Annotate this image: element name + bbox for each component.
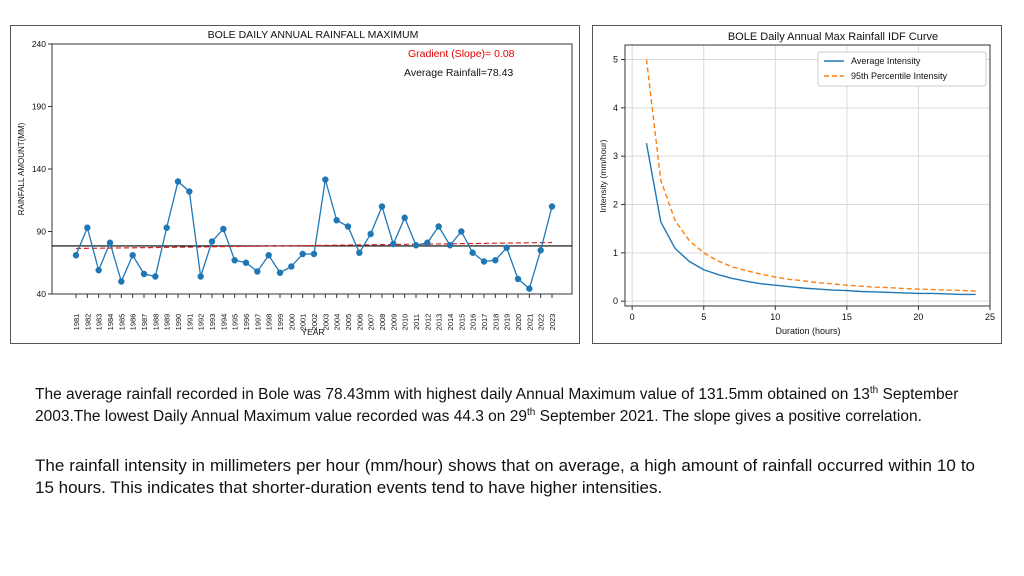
data-point [447, 242, 453, 248]
data-point [288, 263, 294, 269]
rainfall-maximum-chart-panel [10, 25, 580, 344]
x-tick-label: 1981 [72, 313, 81, 331]
rainfall-maximum-chart [11, 26, 579, 343]
data-point [537, 247, 543, 253]
x-tick-label: 1990 [174, 313, 183, 331]
y-tick-label: 5 [612, 54, 618, 65]
caption-paragraph-2: The rainfall intensity in millimeters per hour (mm/hour) shows that on average, a high amount of rainfall occurred within 10 to 15 hours. This indicates that shorter-duration events tend to have higher intensities. [35, 456, 975, 497]
data-point [345, 223, 351, 229]
data-point [118, 278, 124, 284]
caption-text-part3: September 2021. The slope gives a positive correlation. [535, 408, 922, 425]
data-point [356, 250, 362, 256]
idf-curve-chart-panel [592, 25, 1002, 344]
y-tick-label: 40 [36, 289, 46, 299]
x-tick-label: 15 [841, 312, 852, 322]
x-tick-label: 1984 [106, 313, 115, 331]
x-tick-label: 10 [770, 312, 781, 322]
y-tick-label: 240 [31, 39, 46, 49]
legend [818, 52, 986, 86]
x-tick-label: 2013 [434, 313, 444, 331]
x-tick-label: 2019 [502, 313, 512, 331]
y-tick-label: 4 [612, 102, 618, 113]
x-tick-label: 1987 [140, 313, 149, 331]
data-point [458, 228, 464, 234]
x-tick-label: 1989 [162, 313, 172, 331]
x-tick-label: 0 [629, 312, 635, 322]
p95-intensity-line [646, 60, 975, 292]
data-point [424, 240, 430, 246]
x-tick-label: 1988 [151, 313, 161, 331]
x-tick-label: 2002 [310, 313, 319, 331]
data-point [435, 223, 441, 229]
caption-paragraph-1 [35, 384, 975, 428]
legend-label-p95: 95th Percentile Intensity [851, 71, 948, 81]
idf-curve-chart [593, 26, 1001, 343]
x-axis-label: Duration (hours) [775, 326, 841, 336]
chart-title: BOLE Daily Annual Max Rainfall IDF Curve [727, 31, 939, 43]
x-tick-label: 25 [984, 312, 996, 322]
data-point [141, 271, 147, 277]
rainfall-series-line [76, 180, 552, 289]
y-axis-label: RAINFALL AMOUNT(MM) [17, 122, 26, 216]
x-tick-label: 2021 [525, 313, 535, 331]
x-tick-label: 2016 [468, 313, 478, 331]
data-point [107, 240, 113, 246]
data-point [73, 252, 79, 258]
data-point [311, 251, 317, 257]
y-axis-label: Intensity (mm/hour) [598, 139, 608, 213]
x-tick-label: 1991 [185, 313, 195, 331]
caption-superscript-1: th [869, 384, 879, 396]
x-tick-label: 1997 [253, 313, 263, 331]
x-tick-label: 2011 [412, 313, 421, 331]
data-point [515, 276, 521, 282]
data-point [390, 241, 396, 247]
legend-label-average: Average Intensity [851, 56, 921, 66]
data-point [231, 257, 237, 263]
x-tick-label: 1993 [208, 313, 217, 331]
data-point [265, 252, 271, 258]
x-tick-label: 1983 [94, 313, 104, 331]
data-point [84, 225, 90, 231]
y-tick-label: 2 [612, 199, 618, 210]
data-point [243, 260, 249, 266]
data-point [220, 226, 226, 232]
data-point [549, 203, 555, 209]
data-point [413, 242, 419, 248]
x-tick-label: 2009 [389, 313, 399, 331]
data-point [322, 176, 328, 182]
x-tick-label: 1986 [128, 313, 138, 331]
x-tick-label: 1998 [264, 313, 274, 331]
data-point [209, 238, 215, 244]
x-tick-label: 2023 [548, 313, 557, 331]
x-tick-label: 2005 [344, 313, 353, 331]
y-tick-label: 90 [36, 226, 46, 237]
data-point [503, 245, 509, 251]
data-point [186, 188, 192, 194]
data-point [526, 285, 532, 291]
data-point [367, 231, 373, 237]
x-tick-label: 5 [701, 312, 707, 322]
gradient-annotation: Gradient (Slope)= 0.08 [408, 48, 515, 60]
x-tick-label: 1996 [242, 313, 251, 331]
data-point [197, 273, 203, 279]
x-tick-label: 2001 [298, 313, 308, 331]
y-tick-label: 1 [612, 247, 618, 258]
y-tick-label: 190 [31, 101, 46, 112]
data-point [129, 252, 135, 258]
data-point [163, 225, 169, 231]
data-point [152, 273, 158, 279]
data-point [379, 203, 385, 209]
data-point [481, 258, 487, 264]
x-tick-label: 2007 [366, 313, 376, 331]
caption-text-part1: The average rainfall recorded in Bole was 78.43mm with highest daily Annual Maximum value of 131.5mm obtained on 13 [35, 386, 870, 403]
data-point [401, 215, 407, 221]
data-point [254, 268, 260, 274]
x-tick-label: 1985 [117, 313, 127, 331]
caption-superscript-2: th [526, 406, 536, 418]
x-tick-label: 2000 [287, 313, 297, 331]
data-point [175, 178, 181, 184]
x-tick-label: 2020 [514, 313, 523, 331]
data-point [95, 267, 101, 273]
data-point [277, 270, 283, 276]
data-point [333, 217, 339, 223]
data-point [469, 250, 475, 256]
average-intensity-line [646, 143, 975, 294]
x-tick-label: 2006 [355, 313, 365, 331]
x-tick-label: 2014 [446, 313, 455, 331]
x-tick-label: 2004 [332, 313, 342, 331]
x-tick-label: 1995 [230, 313, 240, 331]
x-tick-label: 2017 [480, 313, 489, 331]
chart-title: BOLE DAILY ANNUAL RAINFALL MAXIMUM [207, 29, 419, 41]
x-tick-label: 1999 [276, 313, 285, 331]
data-point [492, 257, 498, 263]
caption-text-part2: September 2003.The lowest Daily Annual Maximum value recorded was 44.3 on 29 [35, 386, 959, 425]
x-tick-label: 2008 [378, 313, 387, 331]
data-point [299, 251, 305, 257]
y-tick-label: 3 [612, 151, 618, 162]
x-tick-label: 2003 [321, 313, 331, 331]
x-tick-label: 2012 [423, 313, 433, 331]
y-tick-label: 140 [31, 164, 46, 174]
x-tick-label: 1994 [219, 313, 229, 331]
x-tick-label: 20 [913, 312, 924, 322]
x-tick-label: 2010 [400, 313, 410, 331]
x-tick-label: 2015 [457, 313, 467, 331]
y-tick-label: 0 [612, 296, 618, 307]
average-annotation: Average Rainfall=78.43 [404, 67, 514, 79]
x-tick-label: 1982 [83, 313, 93, 331]
x-tick-label: 1992 [196, 313, 206, 331]
x-tick-label: 2018 [491, 313, 501, 331]
x-tick-label: 2022 [536, 313, 546, 331]
x-axis-label: YEAR [301, 327, 325, 337]
